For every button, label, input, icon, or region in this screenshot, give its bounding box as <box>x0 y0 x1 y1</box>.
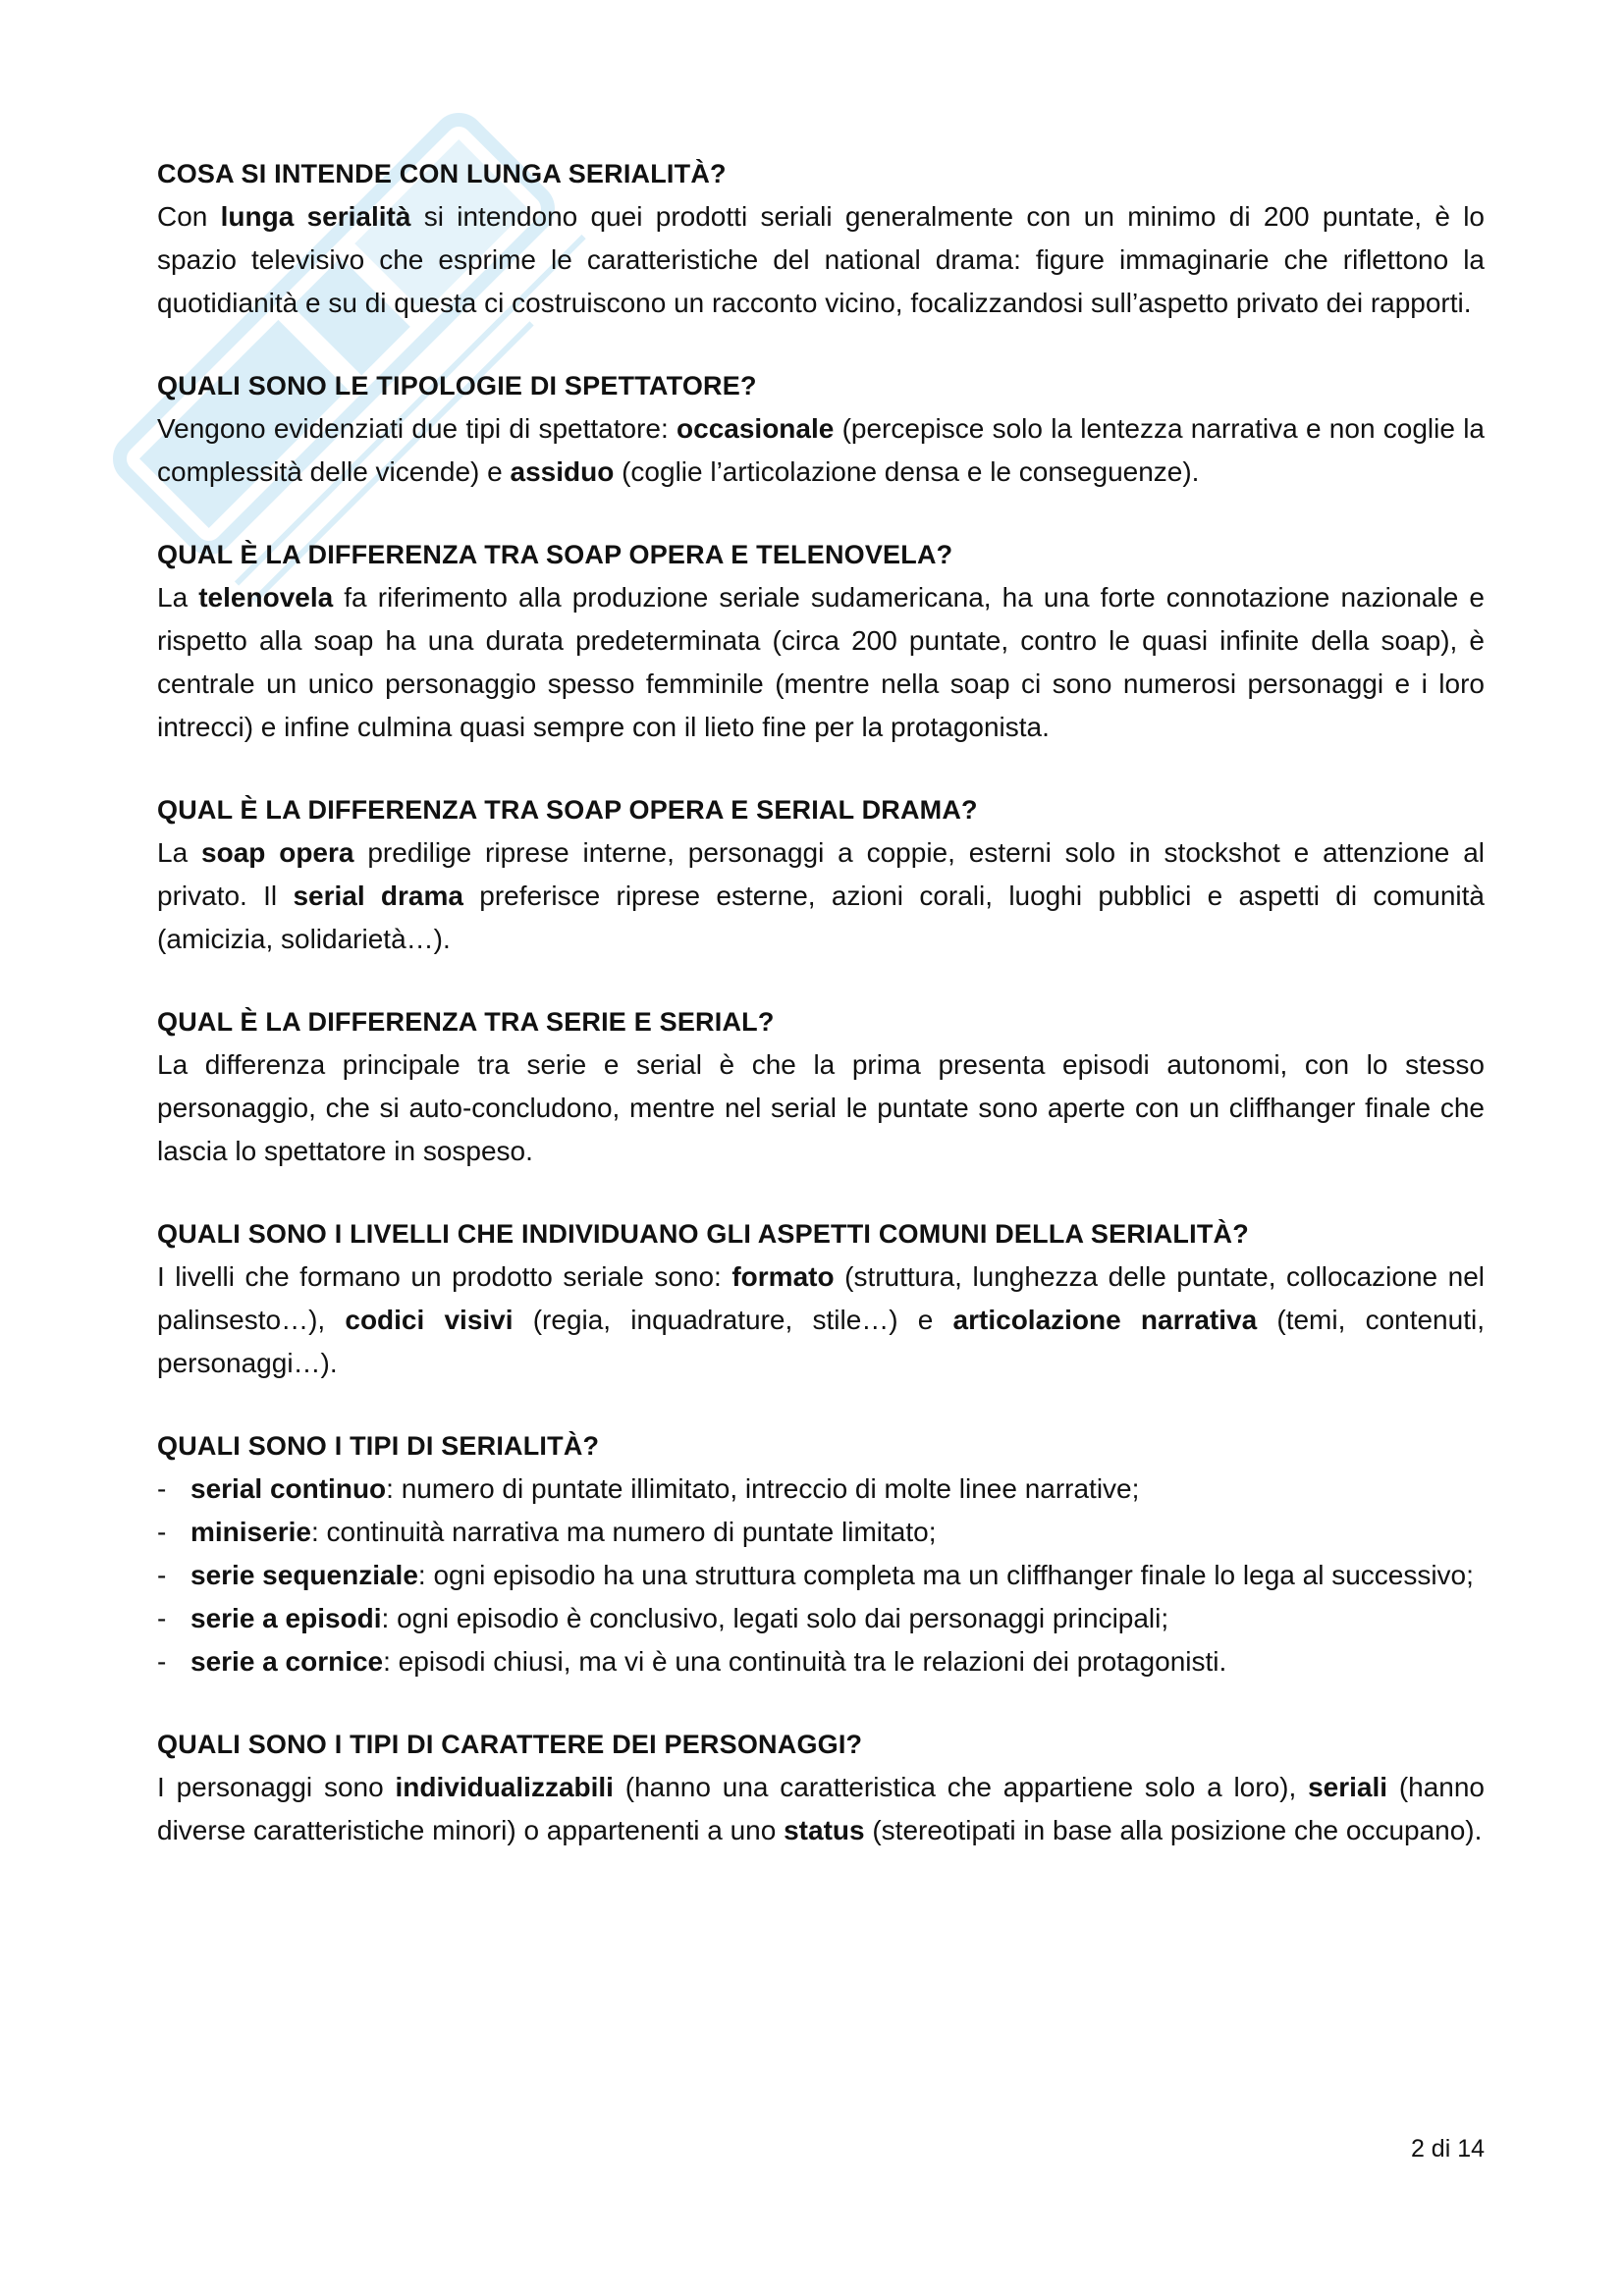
text-run: La <box>157 582 199 613</box>
text-run: (regia, inquadrature, stile…) e <box>513 1305 953 1335</box>
bold-term: individualizzabili <box>395 1772 614 1802</box>
qa-section <box>157 533 1485 749</box>
list-term: serial continuo <box>190 1473 387 1504</box>
text-run: I livelli che formano un prodotto seriale sono: <box>157 1261 732 1292</box>
section-heading: QUALI SONO LE TIPOLOGIE DI SPETTATORE? <box>157 371 757 400</box>
text-run: preferisce riprese esterne, azioni corali, luoghi pubblici e aspetti di comunità (amicizia, solidarietà…). <box>157 881 1485 954</box>
dash-bullet: - <box>157 1646 167 1677</box>
dash-bullet: - <box>157 1603 167 1633</box>
qa-section <box>157 788 1485 961</box>
section-heading: QUAL È LA DIFFERENZA TRA SOAP OPERA E SERIAL DRAMA? <box>157 795 978 825</box>
section-answer <box>157 831 1485 961</box>
qa-section <box>157 1723 1485 1852</box>
section-answer <box>157 1766 1485 1852</box>
text-run: La <box>157 837 202 868</box>
section-heading: COSA SI INTENDE CON LUNGA SERIALITÀ? <box>157 159 727 188</box>
text-run: (temi, contenuti, personaggi…). <box>157 1305 1485 1378</box>
text-run: (coglie l’articolazione densa e le conseguenze). <box>614 456 1200 487</box>
list-description: : numero di puntate illimitato, intreccio di molte linee narrative; <box>386 1473 1140 1504</box>
bold-term: status <box>784 1815 865 1845</box>
page-number: 2 di 14 <box>1410 2135 1485 2163</box>
section-heading: QUAL È LA DIFFERENZA TRA SOAP OPERA E TELENOVELA? <box>157 540 953 569</box>
text-run: predilige riprese interne, personaggi a coppie, esterni solo in stockshot e attenzione al privato. Il <box>157 837 1485 911</box>
list-item <box>157 1640 1485 1683</box>
list-item <box>157 1554 1485 1597</box>
dash-bullet: - <box>157 1560 167 1590</box>
bold-term: lunga serialità <box>220 201 411 232</box>
text-run: (percepisce solo la lentezza narrativa e non coglie la complessità delle vicende) e <box>157 413 1485 487</box>
dash-bullet: - <box>157 1473 167 1504</box>
qa-section <box>157 364 1485 494</box>
list-description: : continuità narrativa ma numero di puntate limitato; <box>310 1517 937 1547</box>
section-answer <box>157 576 1485 749</box>
text-run: (hanno una caratteristica che appartiene solo a loro), <box>613 1772 1309 1802</box>
list-item <box>157 1511 1485 1554</box>
list-term: miniserie <box>190 1517 311 1547</box>
text-run: (struttura, lunghezza delle puntate, collocazione nel palinsesto…), <box>157 1261 1485 1335</box>
text-run: (hanno diverse caratteristiche minori) o appartenenti a uno <box>157 1772 1486 1845</box>
section-answer <box>157 1043 1485 1173</box>
seriality-types-list <box>157 1468 1485 1683</box>
bold-term: soap opera <box>201 837 354 868</box>
text-run: La differenza principale tra serie e serial è che la prima presenta episodi autonomi, con lo stesso personaggio, che si auto-concludono, mentre nel serial le puntate sono aperte con un cliffhanger finale che lascia lo spettatore in sospeso. <box>157 1049 1485 1166</box>
bold-term: codici visivi <box>345 1305 514 1335</box>
list-term: serie a cornice <box>190 1646 384 1677</box>
text-run: Vengono evidenziati due tipi di spettatore: <box>157 413 677 444</box>
section-answer <box>157 407 1485 494</box>
qa-section <box>157 152 1485 325</box>
bold-term: occasionale <box>677 413 835 444</box>
bold-term: articolazione narrativa <box>952 1305 1258 1335</box>
text-run: si intendono quei prodotti seriali generalmente con un minimo di 200 puntate, è lo spazio televisivo che esprime le caratteristiche del national drama: figure immaginarie che riflettono la quotidianità e su di questa ci costruiscono un racconto vicino, focalizzandosi sull’aspetto privato dei rapporti. <box>157 201 1485 318</box>
section-heading: QUALI SONO I TIPI DI CARATTERE DEI PERSONAGGI? <box>157 1730 863 1759</box>
bold-term: formato <box>731 1261 835 1292</box>
text-run: fa riferimento alla produzione seriale sudamericana, ha una forte connotazione nazionale e rispetto alla soap ha una durata predeterminata (circa 200 puntate, contro le quasi infinite della soap), è centrale un unico personaggio spesso femminile (mentre nella soap ci sono numerosi personaggi e i loro intrecci) e infine culmina quasi sempre con il lieto fine per la protagonista. <box>157 582 1485 742</box>
section-heading: QUAL È LA DIFFERENZA TRA SERIE E SERIAL? <box>157 1007 775 1037</box>
bold-term: assiduo <box>510 456 615 487</box>
dash-bullet: - <box>157 1517 167 1547</box>
text-run: Con <box>157 201 221 232</box>
list-item <box>157 1597 1485 1640</box>
list-item <box>157 1468 1485 1511</box>
bold-term: seriali <box>1308 1772 1388 1802</box>
text-run: I personaggi sono <box>157 1772 396 1802</box>
list-description: : ogni episodio è conclusivo, legati solo dai personaggi principali; <box>381 1603 1169 1633</box>
bold-term: serial drama <box>293 881 463 911</box>
qa-section <box>157 1212 1485 1385</box>
section-answer <box>157 195 1485 325</box>
section-heading: QUALI SONO I TIPI DI SERIALITÀ? <box>157 1431 600 1461</box>
document-body <box>157 152 1485 1892</box>
text-run: (stereotipati in base alla posizione che occupano). <box>864 1815 1483 1845</box>
qa-section <box>157 1424 1485 1683</box>
section-heading: QUALI SONO I LIVELLI CHE INDIVIDUANO GLI ASPETTI COMUNI DELLA SERIALITÀ? <box>157 1219 1249 1249</box>
list-term: serie sequenziale <box>190 1560 418 1590</box>
qa-section <box>157 1000 1485 1173</box>
list-description: : episodi chiusi, ma vi è una continuità tra le relazioni dei protagonisti. <box>383 1646 1227 1677</box>
bold-term: telenovela <box>198 582 334 613</box>
list-description: : ogni episodio ha una struttura completa ma un cliffhanger finale lo lega al successivo; <box>417 1560 1474 1590</box>
list-term: serie a episodi <box>190 1603 382 1633</box>
section-answer <box>157 1255 1485 1385</box>
